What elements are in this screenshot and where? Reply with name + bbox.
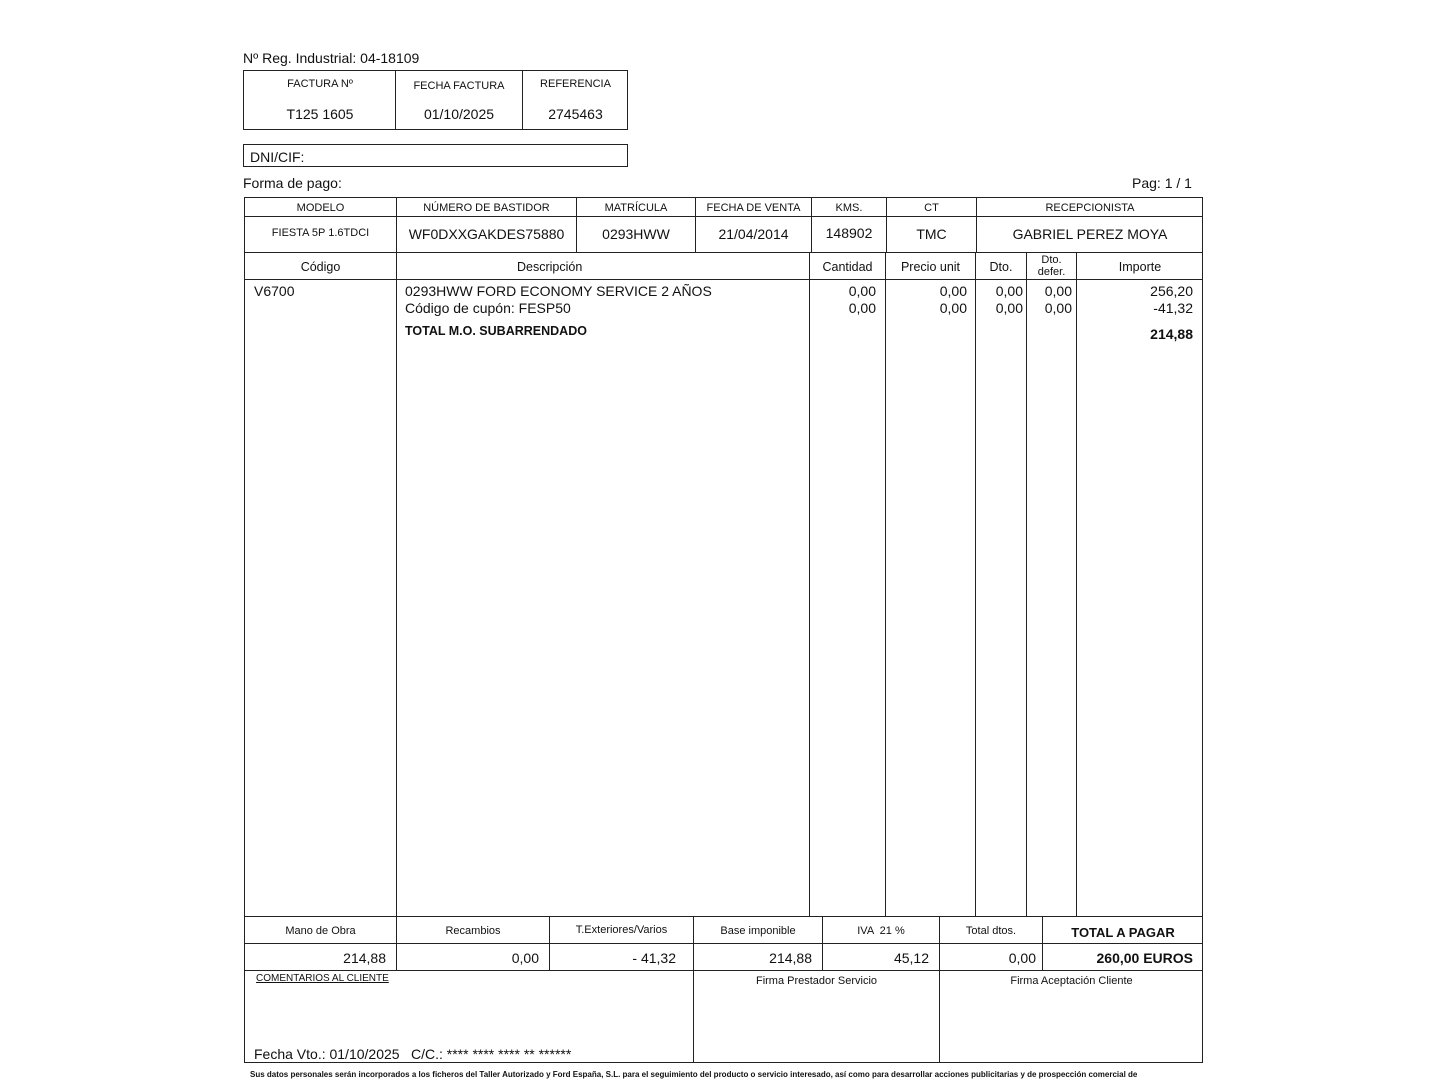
divider — [885, 252, 886, 916]
cuenta-corriente: C/C.: **** **** **** ** ****** — [411, 1046, 572, 1062]
base-imponible-header: Base imponible — [720, 925, 796, 937]
total-mo-value: 214,88 — [1150, 326, 1193, 342]
kms-header: KMS. — [835, 202, 863, 214]
total-dtos-value: 0,00 — [1008, 950, 1036, 966]
row2-descripcion: Código de cupón: FESP50 — [405, 300, 571, 316]
dto-header: Dto. — [989, 260, 1013, 274]
factura-num-label: FACTURA Nº — [287, 78, 353, 90]
total-mo-label: TOTAL M.O. SUBARRENDADO — [405, 324, 587, 338]
divider — [244, 916, 1203, 917]
base-imponible-value: 214,88 — [769, 950, 812, 966]
matricula-header: MATRÍCULA — [604, 202, 668, 214]
mano-obra-header: Mano de Obra — [285, 925, 356, 937]
matricula-value: 0293HWW — [602, 226, 670, 242]
importe-header: Importe — [1118, 260, 1162, 274]
divider — [244, 216, 1203, 217]
referencia-value: 2745463 — [548, 106, 603, 122]
divider — [244, 943, 1203, 944]
divider — [1026, 252, 1027, 916]
divider — [244, 970, 1203, 971]
fecha-factura-value: 01/10/2025 — [423, 106, 495, 122]
fecha-vencimiento: Fecha Vto.: 01/10/2025 — [254, 1046, 400, 1062]
recepcionista-value: GABRIEL PEREZ MOYA — [1012, 226, 1168, 242]
dto-defer-header-1: Dto. — [1041, 254, 1062, 266]
firma-cliente-label: Firma Aceptación Cliente — [1010, 975, 1133, 987]
fecha-venta-header: FECHA DE VENTA — [706, 202, 801, 214]
divider — [1076, 252, 1077, 916]
factura-num-value: T125 1605 — [286, 106, 354, 122]
fecha-factura-label: FECHA FACTURA — [413, 80, 505, 92]
divider — [244, 252, 1203, 253]
exteriores-value: - 41,32 — [632, 950, 676, 966]
row2-dto-defer: 0,00 — [1044, 300, 1072, 316]
dto-defer-header-2: defer. — [1037, 266, 1066, 278]
recambios-header: Recambios — [445, 925, 501, 937]
divider — [244, 279, 1203, 280]
ct-value: TMC — [916, 226, 947, 242]
dni-label: DNI/CIF: — [250, 149, 305, 165]
row2-cantidad: 0,00 — [848, 300, 876, 316]
row1-importe: 256,20 — [1150, 283, 1193, 299]
row2-dto: 0,00 — [995, 300, 1023, 316]
total-pagar-value: 260,00 EUROS — [1096, 950, 1193, 966]
row2-precio: 0,00 — [939, 300, 967, 316]
referencia-label: REFERENCIA — [540, 78, 611, 90]
modelo-value: FIESTA 5P 1.6TDCI — [271, 227, 370, 239]
iva-value: 45,12 — [893, 950, 929, 966]
bastidor-value: WF0DXXGAKDES75880 — [408, 226, 565, 242]
divider — [939, 916, 940, 1063]
row1-descripcion: 0293HWW FORD ECONOMY SERVICE 2 AÑOS — [405, 283, 712, 299]
total-dtos-header: Total dtos. — [965, 925, 1017, 937]
descripcion-header: Descripción — [517, 260, 583, 274]
firma-prestador-label: Firma Prestador Servicio — [755, 975, 878, 987]
legal-notice: Sus datos personales serán incorporados a los ficheros del Taller Autorizado y Ford España, S.L. para el seguimiento del producto o servicio interesado, así como para desarrollar acciones publicitarias y de prospección comercial de — [250, 1070, 1138, 1079]
recepcionista-header: RECEPCIONISTA — [1045, 202, 1135, 214]
row1-dto: 0,00 — [995, 283, 1023, 299]
divider — [396, 252, 397, 916]
bastidor-header: NÚMERO DE BASTIDOR — [423, 202, 550, 214]
recambios-value: 0,00 — [511, 950, 539, 966]
row1-cantidad: 0,00 — [848, 283, 876, 299]
fecha-venta-value: 21/04/2014 — [718, 226, 789, 242]
mano-obra-value: 214,88 — [343, 950, 386, 966]
codigo-header: Código — [300, 260, 341, 274]
ct-header: CT — [924, 202, 939, 214]
precio-header: Precio unit — [900, 260, 961, 274]
exteriores-header: T.Exteriores/Varios — [575, 924, 668, 936]
row1-codigo: V6700 — [254, 283, 295, 299]
total-pagar-header: TOTAL A PAGAR — [1071, 925, 1175, 940]
cantidad-header: Cantidad — [822, 260, 873, 274]
forma-pago-label: Forma de pago: — [243, 175, 342, 191]
modelo-header: MODELO — [296, 202, 345, 214]
divider — [693, 916, 694, 1063]
row1-dto-defer: 0,00 — [1044, 283, 1072, 299]
divider — [975, 252, 976, 916]
comentarios-label: COMENTARIOS AL CLIENTE — [256, 973, 389, 984]
page-number: Pag: 1 / 1 — [1132, 175, 1192, 191]
divider — [809, 252, 810, 916]
iva-header: IVA 21 % — [857, 925, 905, 937]
registro-industrial: Nº Reg. Industrial: 04-18109 — [243, 50, 420, 66]
row1-precio: 0,00 — [939, 283, 967, 299]
row2-importe: -41,32 — [1153, 300, 1193, 316]
kms-value: 148902 — [825, 225, 873, 241]
